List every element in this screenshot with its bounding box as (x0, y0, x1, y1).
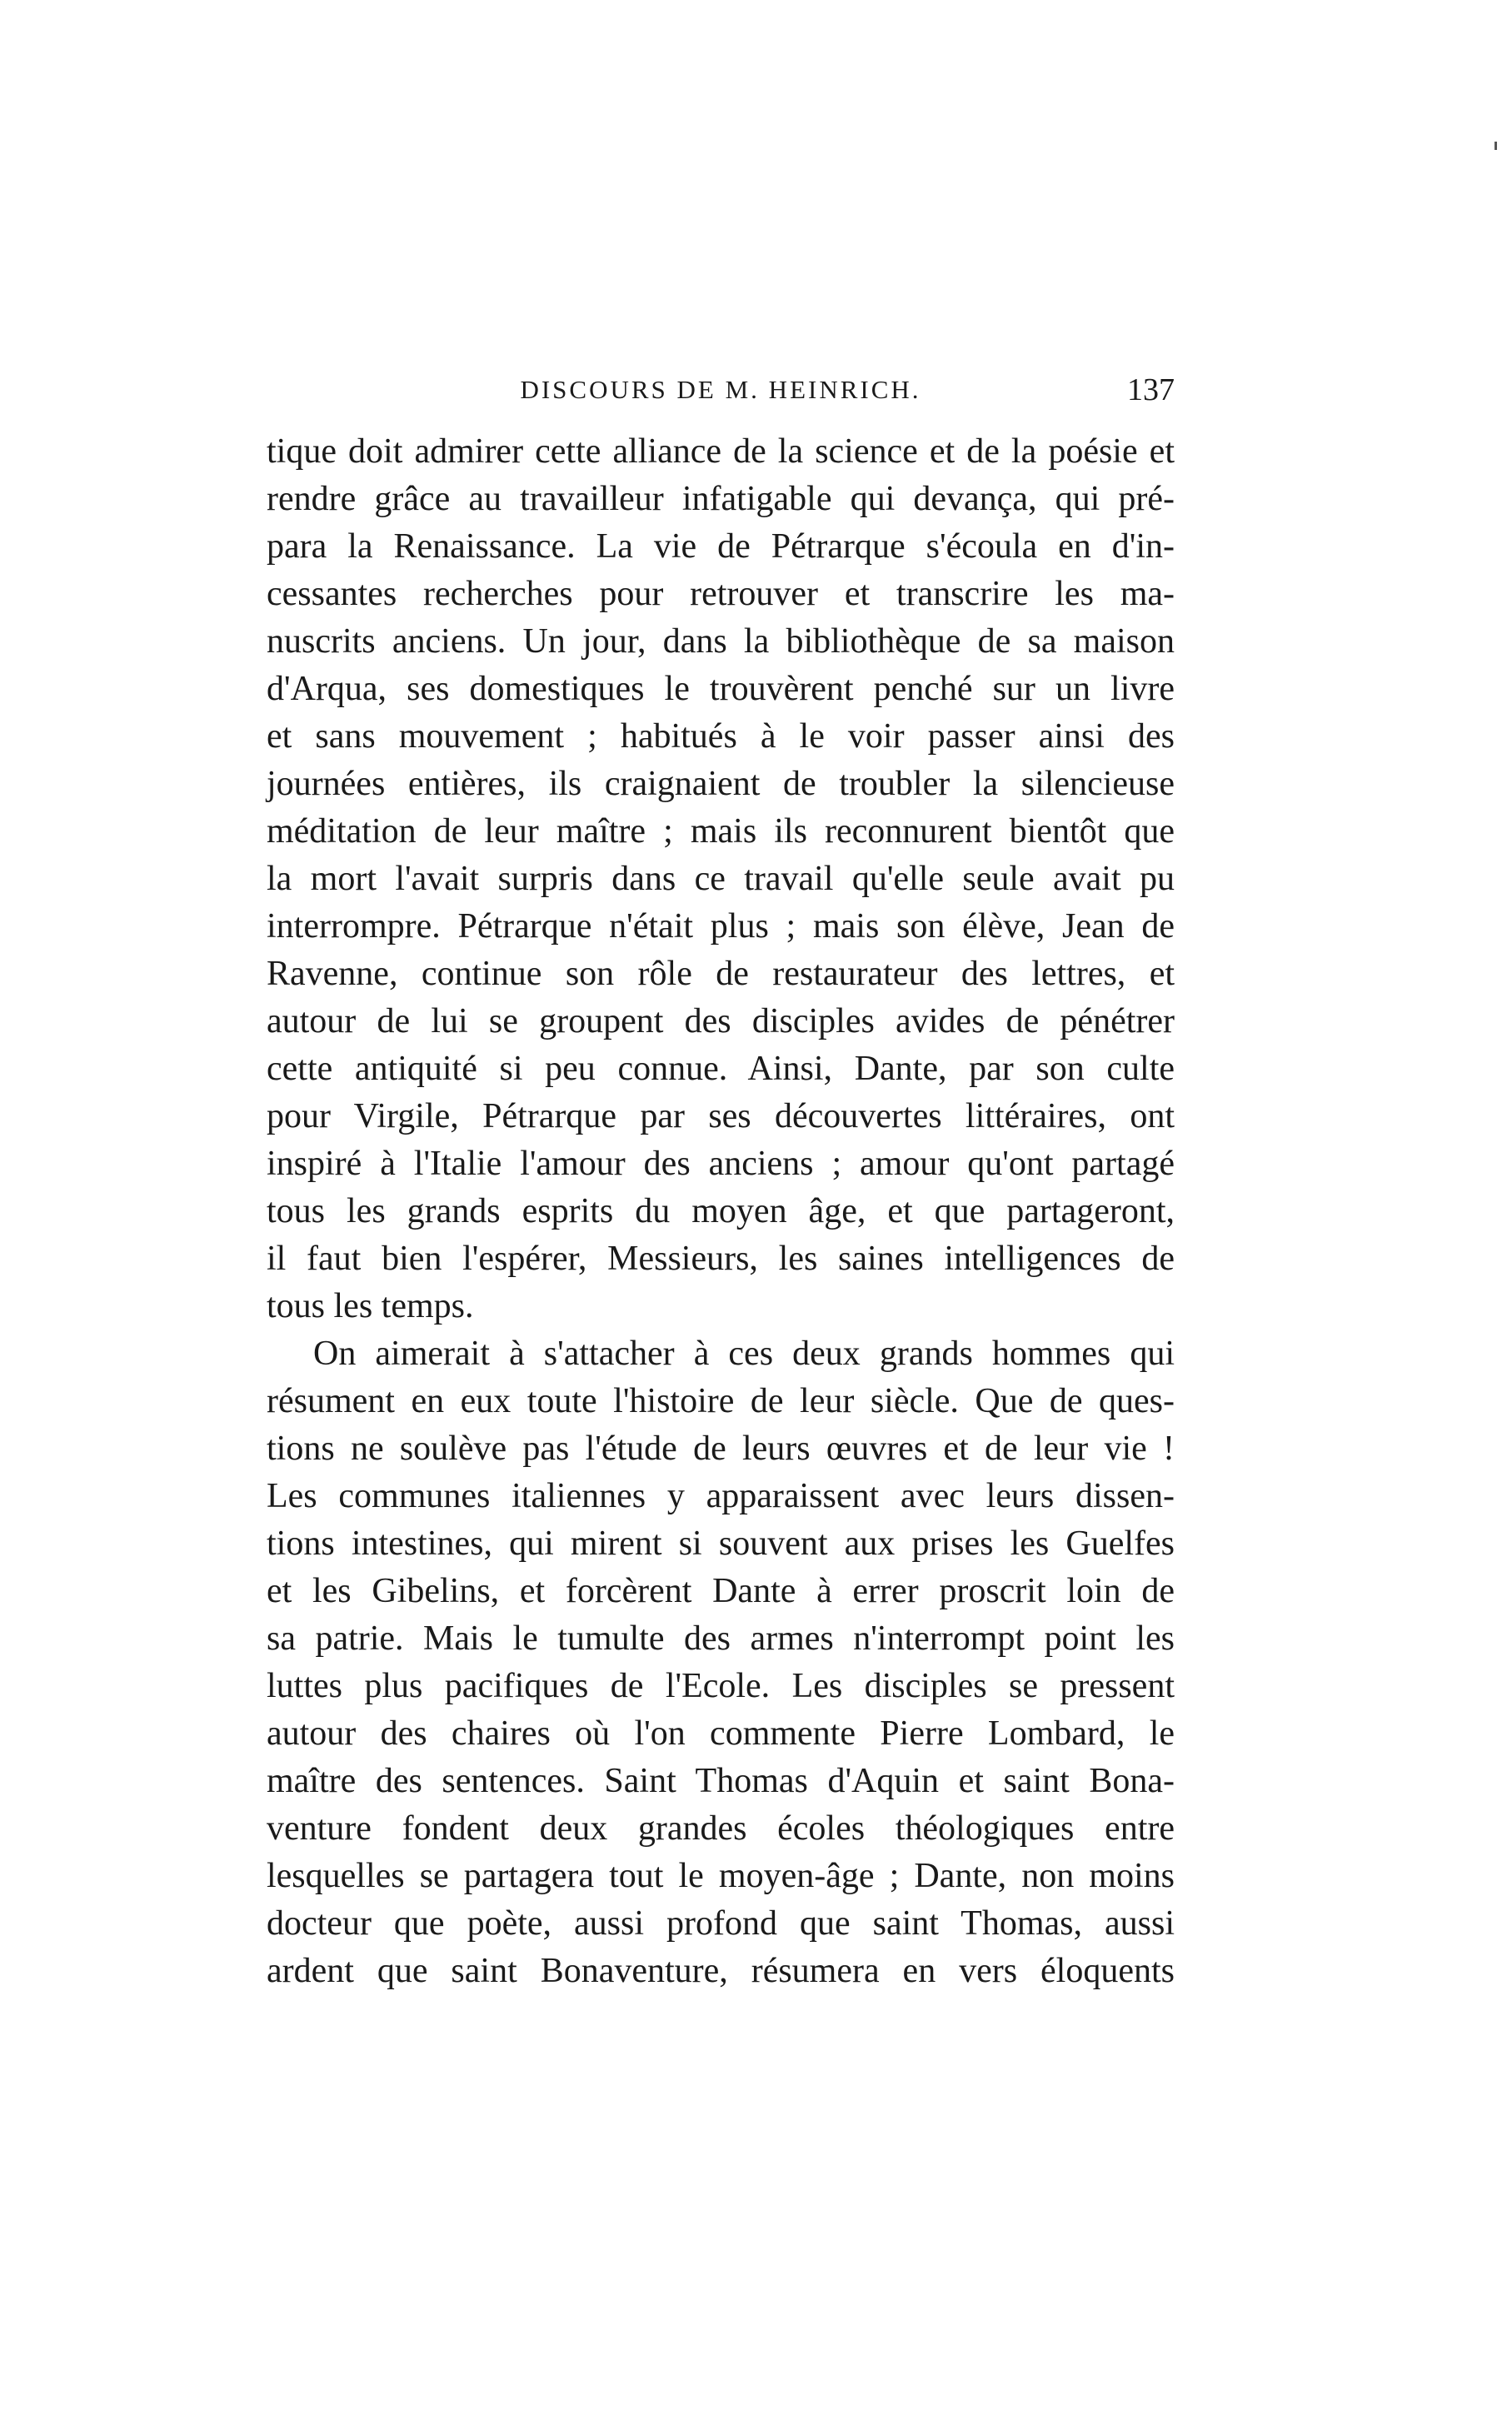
text-line: rendre grâce au travailleur infatigable qui devança, qui pré- (267, 480, 1175, 518)
text-line: nuscrits anciens. Un jour, dans la bibliothèque de sa maison (267, 622, 1175, 661)
text-line: inspiré à l'Italie l'amour des anciens ; amour qu'ont partagé (267, 1145, 1175, 1183)
text-line: para la Renaissance. La vie de Pétrarque s'écoula en d'in- (267, 527, 1175, 566)
text-line: autour des chaires où l'on commente Pierre Lombard, le (267, 1714, 1175, 1753)
text-line: cessantes recherches pour retrouver et transcrire les ma- (267, 575, 1175, 613)
text-line: il faut bien l'espérer, Messieurs, les saines intelligences de (267, 1240, 1175, 1278)
text-line: méditation de leur maître ; mais ils reconnurent bientôt que (267, 812, 1175, 851)
text-line: d'Arqua, ses domestiques le trouvèrent penché sur un livre (267, 670, 1175, 708)
page-edge-mark (1495, 142, 1497, 150)
text-line: cette antiquité si peu connue. Ainsi, Dante, par son culte (267, 1050, 1175, 1088)
text-line: autour de lui se groupent des disciples avides de pénétrer (267, 1002, 1175, 1040)
text-line: résument en eux toute l'histoire de leur siècle. Que de ques- (267, 1382, 1175, 1420)
text-line: lesquelles se partagera tout le moyen-âge ; Dante, non moins (267, 1857, 1175, 1895)
text-line: Les communes italiennes y apparaissent avec leurs dissen- (267, 1477, 1175, 1515)
text-line: sa patrie. Mais le tumulte des armes n'interrompt point les (267, 1619, 1175, 1658)
text-line: tous les grands esprits du moyen âge, et que partageront, (267, 1192, 1175, 1230)
text-line: tous les temps. (267, 1287, 474, 1325)
text-line: et les Gibelins, et forcèrent Dante à errer proscrit loin de (267, 1572, 1175, 1610)
text-line: luttes plus pacifiques de l'Ecole. Les disciples se pressent (267, 1667, 1175, 1705)
text-line: maître des sentences. Saint Thomas d'Aquin et saint Bona- (267, 1762, 1175, 1800)
page-number: 137 (1127, 372, 1175, 407)
text-line: interrompre. Pétrarque n'était plus ; mais son élève, Jean de (267, 907, 1175, 946)
running-head (267, 372, 1175, 413)
text-line: et sans mouvement ; habitués à le voir passer ainsi des (267, 717, 1175, 756)
text-line: la mort l'avait surpris dans ce travail qu'elle seule avait pu (267, 860, 1175, 898)
text-line: docteur que poète, aussi profond que saint Thomas, aussi (267, 1904, 1175, 1943)
text-line: tique doit admirer cette alliance de la science et de la poésie et (267, 432, 1175, 471)
text-line: pour Virgile, Pétrarque par ses découvertes littéraires, ont (267, 1097, 1175, 1135)
text-line: tions intestines, qui mirent si souvent aux prises les Guelfes (267, 1524, 1175, 1563)
text-line: tions ne soulève pas l'étude de leurs œuvres et de leur vie ! (267, 1430, 1175, 1468)
text-line: Ravenne, continue son rôle de restaurateur des lettres, et (267, 955, 1175, 993)
running-title: DISCOURS DE M. HEINRICH. (520, 375, 921, 404)
text-line: venture fondent deux grandes écoles théologiques entre (267, 1809, 1175, 1848)
text-line: journées entières, ils craignaient de troubler la silencieuse (267, 765, 1175, 803)
text-line: On aimerait à s'attacher à ces deux grands hommes qui (313, 1335, 1175, 1373)
text-line: ardent que saint Bonaventure, résumera en vers éloquents (267, 1952, 1175, 1990)
body-text (267, 428, 1175, 1995)
